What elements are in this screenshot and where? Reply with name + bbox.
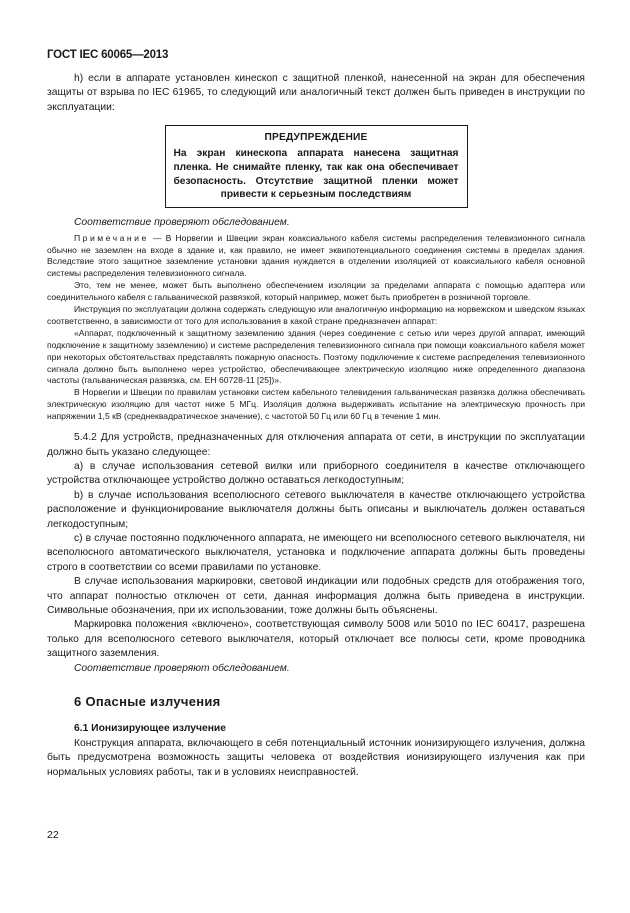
list-item-a: a) в случае использования сетевой вилки или приборного соединителя в качестве отключающего устройства отключающее устройство должно оставаться легкодоступным; (47, 460, 585, 487)
note-label: Примечание (74, 232, 149, 243)
list-item-b: b) в случае использования всеполюсного сетевого выключателя в качестве отключающего устройства расположение и функционирование выключателя должны быть описаны и выключатель должен оставаться легкодоступным; (47, 489, 585, 530)
paragraph-h: h) если в аппарате установлен кинескоп с защитной пленкой, нанесенной на экран для обеспечения защиты от взрыва по IEC 61965, то следующий или аналогичный текст должен быть приведен в инструкции по эксплуатации: (47, 73, 585, 113)
section-6-heading: 6 Опасные излучения (74, 694, 221, 710)
warning-box (165, 125, 468, 208)
section-5-4-2-intro: 5.4.2 Для устройств, предназначенных для отключения аппарата от сети, в инструкции по эксплуатации должно быть указано следующее: (47, 432, 585, 458)
list-item-c: c) в случае постоянно подключенного аппарата, не имеющего ни всеполюсного сетевого выключателя, ни всеполюсного автоматического выключателя, установка и подключение аппарата должны быть проведены строго в соответствии со всеми правилами по установке. (47, 532, 585, 573)
compliance-check-1: Соответствие проверяют обследованием. (74, 217, 290, 229)
note-block (47, 233, 585, 424)
note-paragraph-4: «Аппарат, подключенный к защитному заземлению здания (через соединение с сетью или через другой аппарат, имеющий подключение к защитному заземлению) и системе распределения телевизионного сигнала при помощи коаксиального кабеля может при некоторых обстоятельствах представлять пожарную опасность. Поэтому подключение к системе распределения телевизионного сигнала должно быть выполнено через устройство, обеспечивающее электрическую изоляцию ниже определенного диапазона частоты (гальваническая развязка, см. ЕН 60728-11 [25])». (47, 327, 585, 386)
warning-text: На экран кинескопа аппарата нанесена защитная пленка. Не снимайте пленку, так как она обеспечивает безопасность. Отсутствие защитной пленки может привести к серьезным последствиям (173, 148, 459, 201)
section-5-4-2-paragraph-1: В случае использования маркировки, световой индикации или подобных средств для отображения того, что аппарат полностью отключен от сети, данная информация должна быть приведена в инструкции. Символьные обозначения, при их использовании, тоже должны быть объяснены. (47, 576, 585, 616)
compliance-check-2: Соответствие проверяют обследованием. (74, 662, 290, 674)
page-number: 22 (47, 829, 59, 841)
note-paragraph-5: В Норвегии и Швеции по правилам установки систем кабельного телевидения гальваническая развязка должна обеспечивать электрическую изоляцию для частот ниже 5 МГц. Изоляция должна выдерживать испытание на электрическую прочность при напряжении 1,5 кВ (среднеквадратическое значение), с частотой 50 Гц или 60 Гц в течение 1 мин. (47, 387, 585, 422)
section-5-4-2-paragraph-2: Маркировка положения «включено», соответствующая символу 5008 или 5010 по IEC 60417, разрешена только для всеполюсного сетевого выключателя, который отключает все полюсы сети, кроме проводника защитного заземления. (47, 619, 585, 660)
note-paragraph-1 (47, 233, 585, 281)
note-paragraph-3: Инструкция по эксплуатации должна содержать следующую или аналогичную информацию на норвежском и шведском языках соответственно, в зависимости от того для использования в какой стране предназначен аппарат: (47, 304, 585, 326)
warning-title: ПРЕДУПРЕЖДЕНИЕ (264, 132, 368, 144)
document-header: ГОСТ IEC 60065—2013 (47, 49, 169, 61)
document-body (47, 72, 585, 780)
section-6-1-text: Конструкция аппарата, включающего в себя потенциальный источник ионизирующего излучения, должна быть предусмотрена возможность защиты человека от воздействия ионизирующего излучения как при нормальных условиях работы, так и в условиях неисправностей. (47, 738, 585, 778)
note-text: — В Норвегии и Швеции экран коаксиального кабеля системы распределения телевизионного сигнала обычно не заземлен на входе в здание и, как правило, не имеет эквипотенциального соединения системы в пределах здания. Вследствие этого защитное заземление установки здания нуждается в отделении изоляцией от коаксиального кабеля основной системы распределения телевизионного сигнала. (47, 232, 585, 279)
section-6-1-heading: 6.1 Ионизирующее излучение (74, 723, 226, 735)
note-paragraph-2: Это, тем не менее, может быть выполнено обеспечением изоляции за пределами аппарата с помощью адаптера или соединительного кабеля с гальванической развязкой, который например, может быть приобретен в розничной торговле. (47, 280, 585, 303)
warning-box-wrapper (47, 125, 585, 208)
section-5-4-2 (47, 431, 585, 676)
